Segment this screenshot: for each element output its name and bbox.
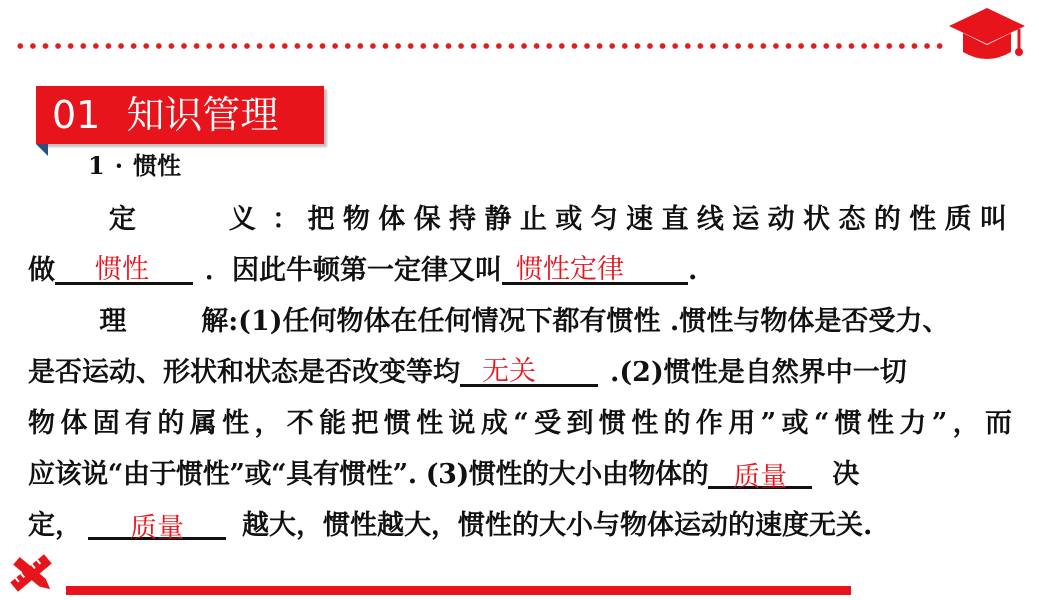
dotted-divider [14,42,949,50]
definition-text-2: 做 [28,255,55,286]
bottom-accent-bar [66,586,851,595]
graduation-cap-icon [945,2,1029,68]
definition-line-2 [28,245,1012,296]
topic-separator: · [114,151,124,180]
definition-line-1 [28,194,1012,245]
definition-text-3: ．因此牛顿第一定律又叫 [205,255,502,286]
answer-mass-1: 质量 [733,462,788,493]
understanding-label-b: 解 [201,306,229,337]
understanding-line-5 [28,500,1012,551]
topic-number: 1 [88,151,105,180]
answer-unrelated: 无关 [482,356,536,387]
topic-heading [88,148,181,184]
definition-text-4: . [688,255,698,286]
banner-fold [36,144,48,156]
understanding-label-a: 理 [99,306,127,337]
definition-label-a: 定 [108,204,140,235]
section-title-banner [36,86,324,144]
understanding-line-4 [28,449,1012,500]
answer-blank-law [502,246,688,285]
definition-text-1: ：把物体保持静止或匀速直线运动状态的性质叫 [272,204,1013,235]
understanding-text-6: 决 [832,459,860,490]
lesson-content [28,194,1012,551]
understanding-text-1: :(1)任何物体在任何情况下都有惯性 .惯性与物体是否受力、 [228,306,950,337]
pencil-ruler-icon [4,548,58,598]
answer-inertia: 惯性 [95,254,149,285]
understanding-text-2: 是否运动、形状和状态是否改变等均 [28,357,460,388]
answer-blank-inertia [55,246,193,285]
answer-blank-unrelated [460,348,598,387]
understanding-text-7: 定， [28,510,82,541]
understanding-text-4: 物体固有的属性，不能把惯性说成“受到惯性的作用”或“惯性力”，而 [28,408,1012,439]
answer-mass-2: 质量 [130,513,184,544]
understanding-text-3: .(2)惯性是自然界中一切 [610,357,907,388]
understanding-line-1 [28,296,1012,347]
section-number: 01 [52,93,101,137]
understanding-line-3 [28,398,1012,449]
section-title: 知识管理 [126,93,279,137]
answer-law-of-inertia: 惯性定律 [516,254,624,285]
understanding-text-8: 越大，惯性越大，惯性的大小与物体运动的速度无关. [242,510,873,541]
understanding-text-5: 应该说“由于惯性”或“具有惯性”. (3)惯性的大小由物体的 [28,459,709,490]
answer-blank-mass-2 [88,501,226,544]
definition-label-b: 义 [228,204,260,235]
answer-blank-mass-1 [708,450,812,493]
topic-title: 惯性 [133,151,182,180]
understanding-line-2 [28,347,1012,398]
